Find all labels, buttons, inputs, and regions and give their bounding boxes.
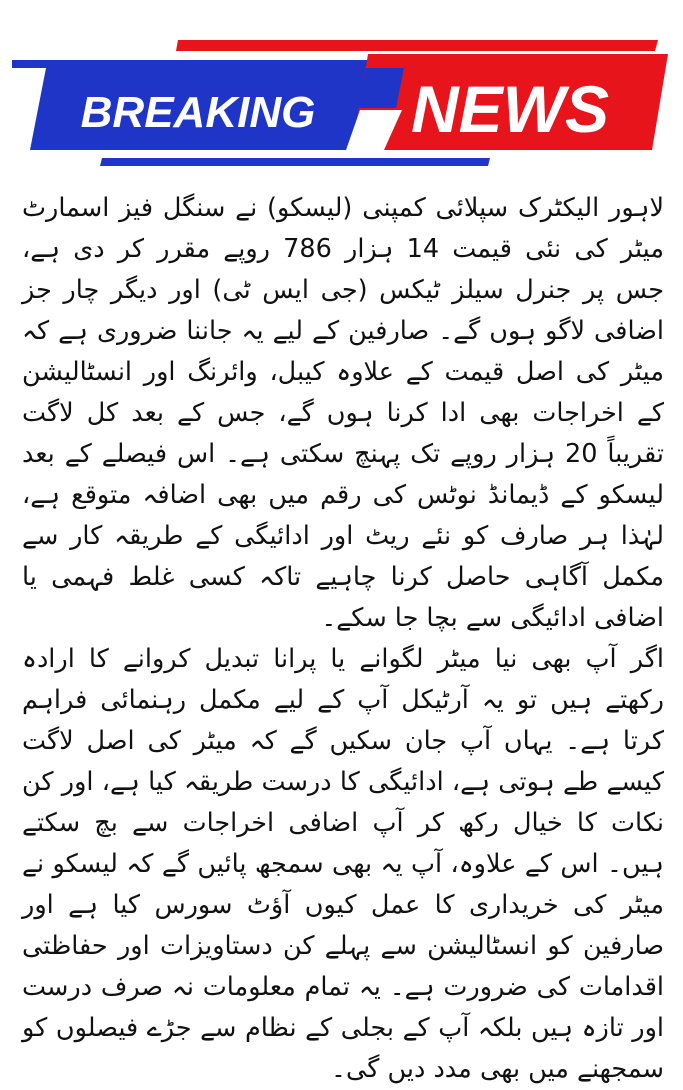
article-paragraph-1: لاہور الیکٹرک سپلائی کمپنی (لیسکو) نے سنگل فیز اسمارٹ میٹر کی نئی قیمت 14 ہزار 786 روپے مقرر کر دی ہے، جس پر جنرل سیلز ٹیکس (جی ایس ٹی) اور دیگر چار جز اضافی لاگو ہوں گے۔ صارفین کے لیے یہ جاننا ضروری ہے کہ میٹر کی اصل قیمت کے علاوہ کیبل، وائرنگ اور انسٹالیشن کے اخراجات بھی ادا کرنا ہوں گے، جس کے بعد کل لاگت تقریباً 20 ہزار روپے تک پہنچ سکتی ہے۔ اس فیصلے کے بعد لیسکو کے ڈیمانڈ نوٹس کی رقم میں بھی اضافہ متوقع ہے، لہٰذا ہر صارف کو نئے ریٹ اور ادائیگی کے طریقہ کار سے مکمل آگاہی حاصل کرنا چاہیے تاکہ کسی غلط فہمی یا اضافی ادائیگی سے بچا جا سکے۔	[22, 193, 665, 633]
breaking-news-banner	[0, 0, 683, 172]
breaking-label: BREAKING	[80, 88, 316, 137]
banner-graphic	[0, 0, 683, 172]
article-body	[22, 188, 664, 1090]
article-paragraph-2: اگر آپ بھی نیا میٹر لگوانے یا پرانا تبدیل کروانے کا ارادہ رکھتے ہیں تو یہ آرٹیکل آپ کے لیے مکمل رہنمائی فراہم کرتا ہے۔ یہاں آپ جان سکیں گے کہ میٹر کی اصل لاگت کیسے طے ہوتی ہے، ادائیگی کا درست طریقہ کیا ہے، اور کن نکات کا خیال رکھ کر آپ اضافی اخراجات سے بچ سکتے ہیں۔ اس کے علاوہ، آپ یہ بھی سمجھ پائیں گے کہ لیسکو نے میٹر کی خریداری کا عمل کیوں آؤٹ سورس کیا ہے اور صارفین کو انسٹالیشن سے پہلے کن دستاویزات اور حفاظتی اقدامات کی ضرورت ہے۔ یہ تمام معلومات نہ صرف درست اور تازہ ہیں بلکہ آپ کے بجلی کے نظام سے جڑے فیصلوں کو سمجھنے میں بھی مدد دیں گی۔	[22, 644, 664, 1084]
corner-cap	[358, 68, 404, 108]
top-blue-stripe	[12, 60, 410, 68]
news-label: NEWS	[411, 72, 609, 146]
bottom-blue-stripe	[100, 158, 490, 166]
top-red-stripe	[176, 40, 658, 51]
